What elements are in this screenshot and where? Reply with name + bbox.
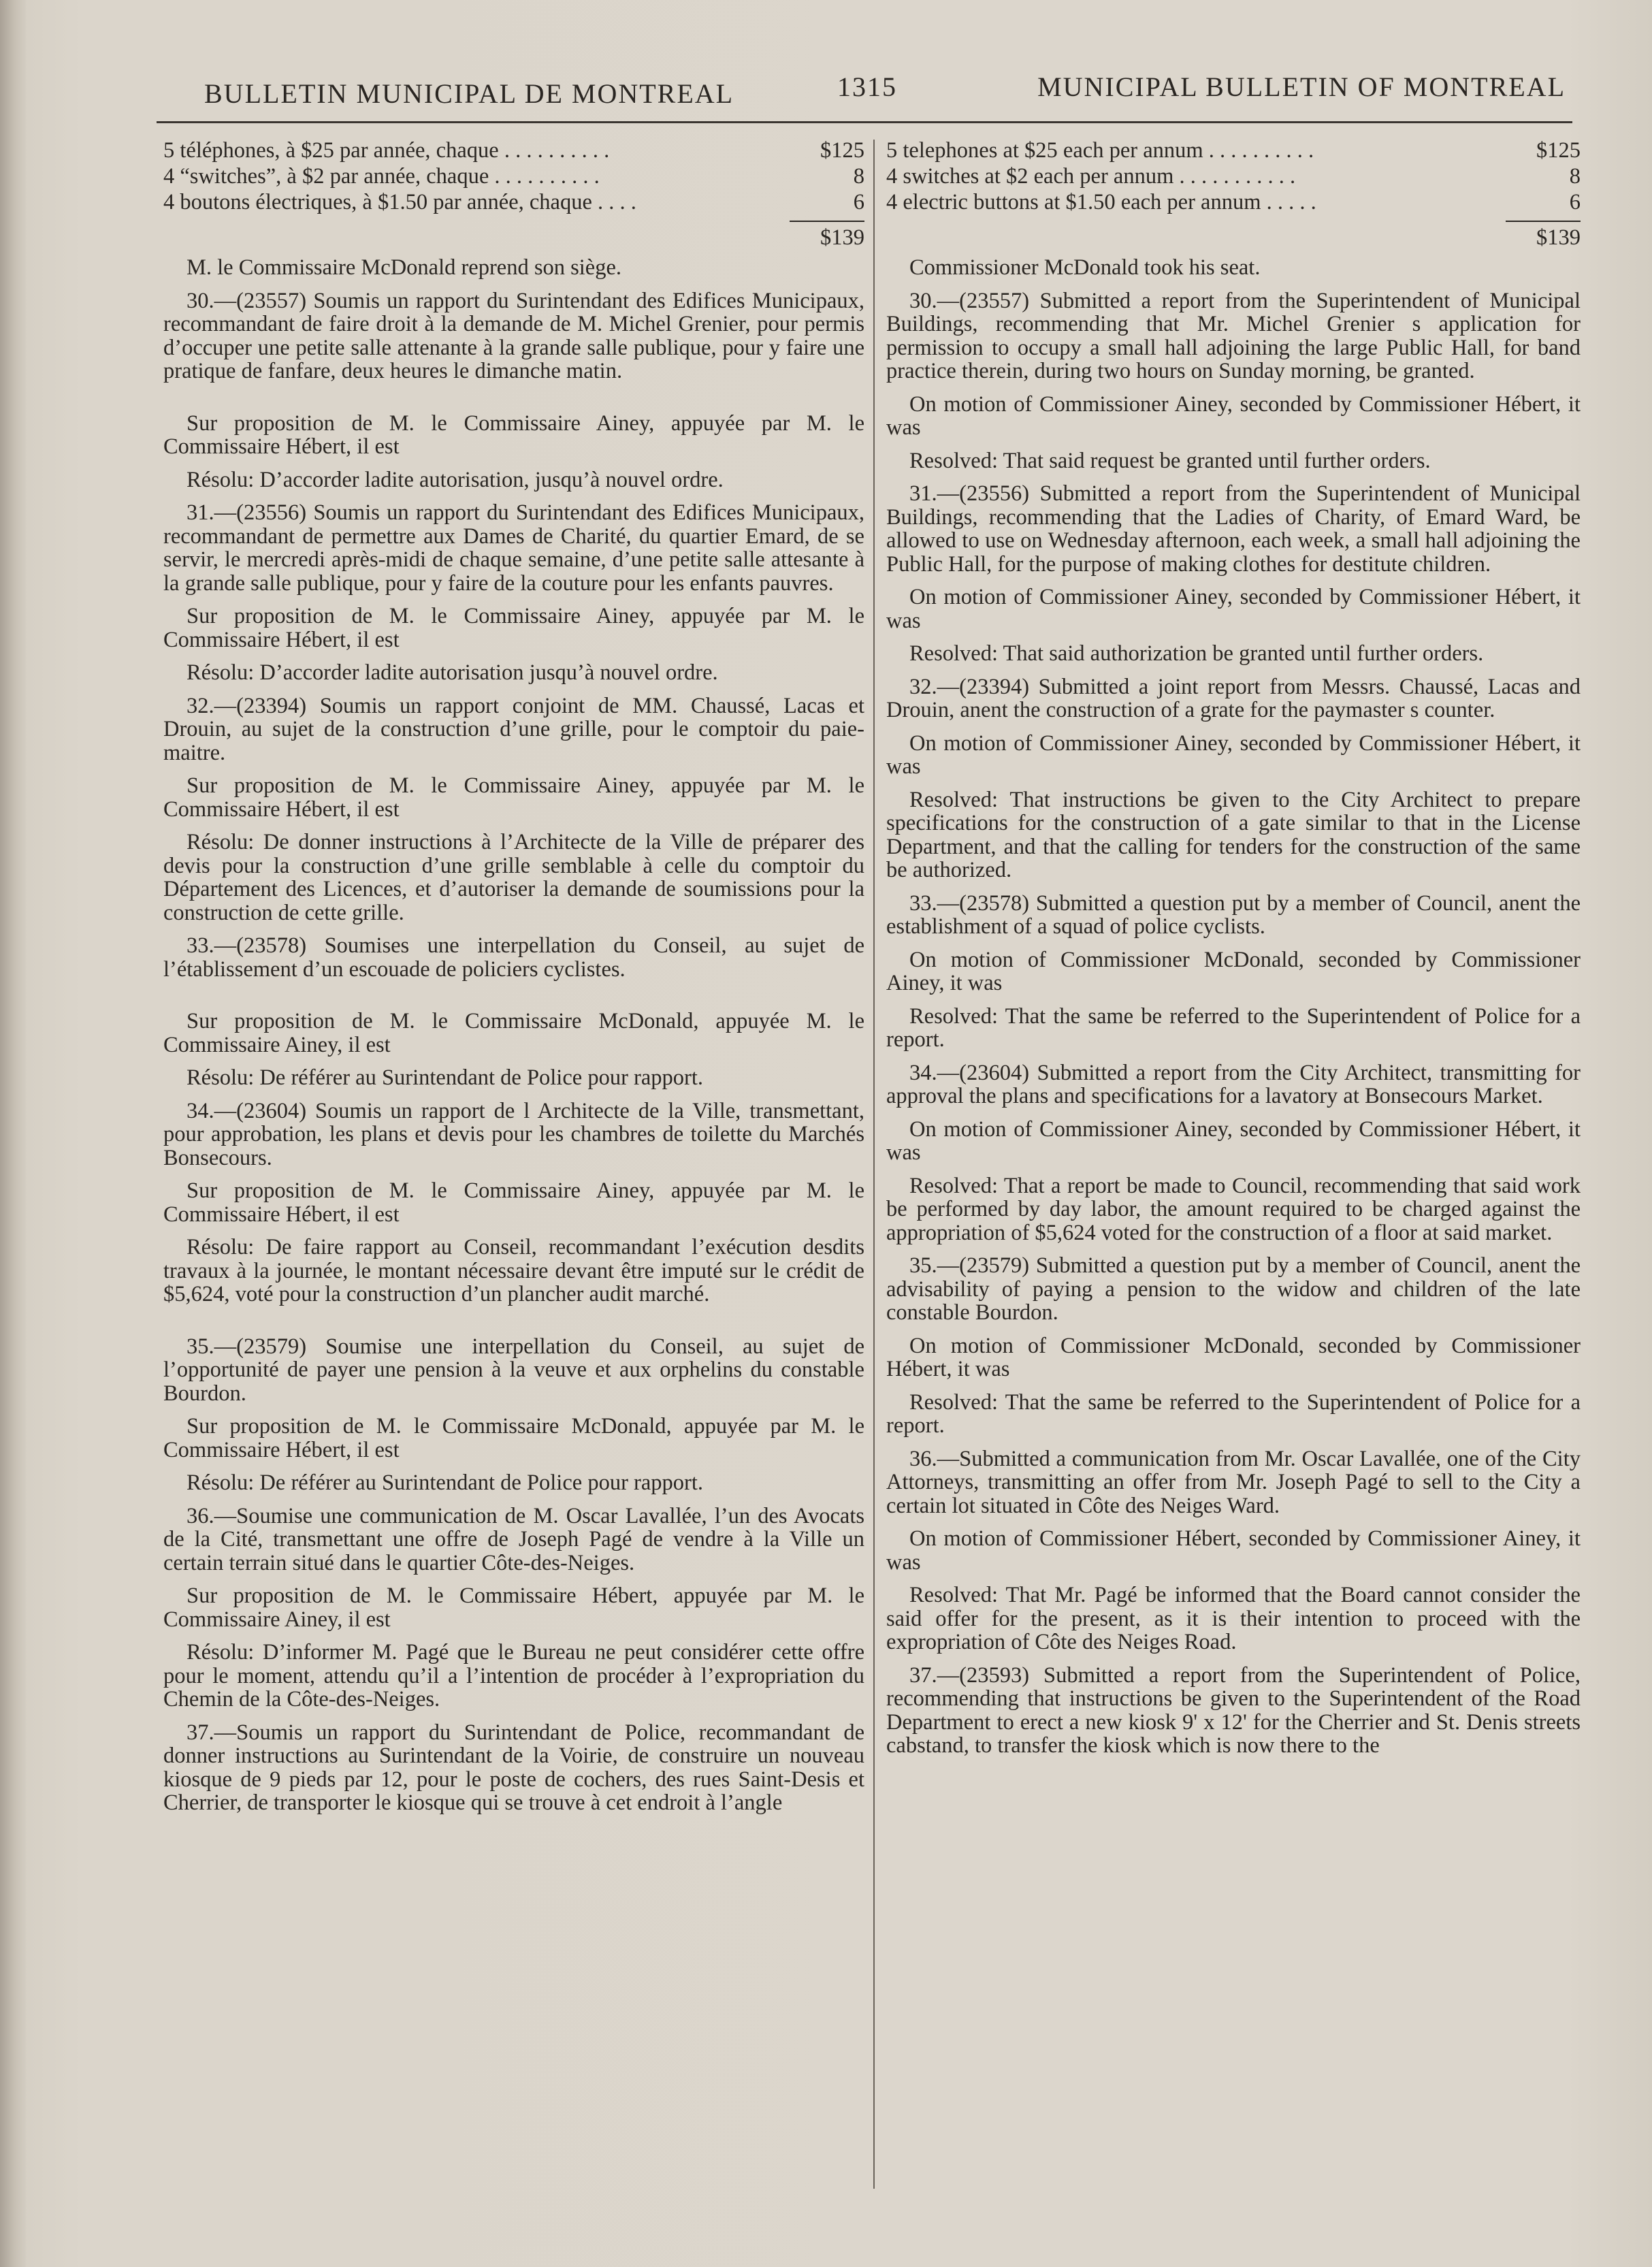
item-paragraph: 31.—(23556) Soumis un rapport du Surintendant des Edifices Municipaux, recommandant de permettre aux Dames de Charité, du quartier Emard, de se servir, le mercredi après-midi de chaque semaine, d’une petite salle attesante à la grande salle publique, pour y faire de la couture pour les enfants pauvres. [163, 500, 864, 596]
fee-row [163, 188, 864, 214]
fee-label: 5 téléphones, à $25 par année, chaque . . . . . . . . . . [163, 138, 610, 162]
motion-paragraph: Sur proposition de M. le Commissaire Ainey, appuyée par M. le Commissaire Hébert, il est [163, 773, 864, 822]
motion-paragraph: Sur proposition de M. le Commissaire Ainey, appuyée par M. le Commissaire Hébert, il est [163, 411, 864, 459]
fee-label: 4 switches at $2 each per annum . . . . . . . . . . . [886, 164, 1296, 188]
page-number: 1315 [837, 71, 897, 102]
motion-paragraph: On motion of Commissioner Ainey, seconded by Commissioner Hébert, it was [886, 391, 1581, 440]
fee-amount: $125 [820, 138, 864, 163]
resolution-paragraph: Résolu: D’informer M. Pagé que le Bureau ne peut considérer cette offre pour le moment, attendu qu’il a l’intention de procéder à l’expropriation du Chemin de la Côte-des-Neiges. [163, 1640, 864, 1711]
resolution-paragraph: Resolved: That the same be referred to the Superintendent of Police for a report. [886, 1389, 1581, 1438]
fee-label: 4 “switches”, à $2 par année, chaque . . . . . . . . . . [163, 164, 600, 188]
resolution-paragraph: Résolu: De faire rapport au Conseil, recommandant l’exécution desdits travaux à la journée, le montant nécessaire devant être imputé sur le crédit de $5,624, voté pour la construction d’un plancher audit marché. [163, 1235, 864, 1306]
item-paragraph: 35.—(23579) Submitted a question put by a member of Council, anent the advisability of paying a pension to the widow and children of the late constable Bourdon. [886, 1253, 1581, 1325]
fee-row [163, 136, 864, 162]
item-paragraph: 35.—(23579) Soumise une interpellation du Conseil, au sujet de l’opportunité de payer une pension à la veuve et aux orphelins du constable Bourdon. [163, 1334, 864, 1406]
item-paragraph: 30.—(23557) Soumis un rapport du Surintendant des Edifices Municipaux, recommandant de faire droit à la demande de M. Michel Grenier, pour permis d’occuper une petite salle attenante à la grande salle publique, pour y faire une pratique de fanfare, deux heures le dimanche matin. [163, 288, 864, 383]
resolution-paragraph: Résolu: De référer au Surintendant de Police pour rapport. [187, 1065, 703, 1090]
header-title-french: BULLETIN MUNICIPAL DE MONTREAL [204, 78, 734, 109]
motion-paragraph: Sur proposition de M. le Commissaire Hébert, appuyée par M. le Commissaire Ainey, il est [163, 1583, 864, 1632]
item-paragraph: 32.—(23394) Soumis un rapport conjoint de MM. Chaussé, Lacas et Drouin, au sujet de la construction d’une grille, pour le comptoir du paie-maitre. [163, 693, 864, 765]
fee-amount: 6 [853, 189, 864, 214]
fee-row [163, 162, 864, 188]
motion-paragraph: On motion of Commissioner Ainey, seconded by Commissioner Hébert, it was [886, 730, 1581, 779]
fee-row [886, 188, 1581, 214]
fee-amount: $125 [1536, 138, 1581, 163]
motion-paragraph: Sur proposition de M. le Commissaire McDonald, appuyée M. le Commissaire Ainey, il est [163, 1009, 864, 1057]
french-column [163, 136, 864, 1824]
motion-paragraph: On motion of Commissioner Ainey, seconded by Commissioner Hébert, it was [886, 585, 1581, 633]
book-spine [0, 0, 26, 2267]
motion-paragraph: On motion of Commissioner McDonald, seconded by Commissioner Ainey, it was [886, 947, 1581, 995]
paragraph: M. le Commissaire McDonald reprend son siège. [187, 255, 622, 280]
fee-amount: 8 [853, 163, 864, 189]
fee-label: 5 telephones at $25 each per annum . . . . . . . . . . [886, 138, 1314, 162]
motion-paragraph: Sur proposition de M. le Commissaire Ainey, appuyée par M. le Commissaire Hébert, il est [163, 1178, 864, 1227]
motion-paragraph: On motion of Commissioner Ainey, seconded by Commissioner Hébert, it was [886, 1116, 1581, 1165]
fee-amount: 8 [1569, 163, 1581, 189]
resolution-paragraph: Resolved: That said request be granted until further orders. [909, 448, 1431, 473]
item-paragraph: 36.—Soumise une communication de M. Oscar Lavallée, l’un des Avocats de la Cité, transmettant une offre de Joseph Pagé de vendre à la Ville un certain terrain situé dans le quartier Côte-des-Neiges. [163, 1503, 864, 1575]
paragraph: Commissioner McDonald took his seat. [909, 255, 1261, 280]
fee-total: $139 [1536, 225, 1581, 250]
item-paragraph: 33.—(23578) Submitted a question put by a member of Council, anent the establishment of a squad of police cyclists. [886, 890, 1581, 939]
total-rule [790, 221, 864, 222]
resolution-paragraph: Resolved: That Mr. Pagé be informed that the Board cannot consider the said offer for the present, as it is their intention to proceed with the expropriation of Côte des Neiges Road. [886, 1583, 1581, 1654]
resolution-paragraph: Résolu: De donner instructions à l’Architecte de la Ville de préparer des devis pour la construction d’une grille semblable à celle du comptoir du Département des Licences, et d’autoriser la demande de soumissions pour la construction de cette grille. [163, 830, 864, 925]
motion-paragraph: Sur proposition de M. le Commissaire Ainey, appuyée par M. le Commissaire Hébert, il est [163, 604, 864, 652]
item-paragraph: 31.—(23556) Submitted a report from the Superintendent of Municipal Buildings, recommending that the Ladies of Charity, of Emard Ward, be allowed to use on Wednesday afternoon, each week, a small hall adjoining the Public Hall, for the purpose of making clothes for destitute children. [886, 481, 1581, 577]
resolution-paragraph: Resolved: That said authorization be granted until further orders. [909, 641, 1484, 666]
fee-amount: 6 [1569, 189, 1581, 214]
column-divider [873, 140, 875, 2189]
total-rule [1506, 221, 1581, 222]
item-paragraph: 30.—(23557) Submitted a report from the Superintendent of Municipal Buildings, recommending that Mr. Michel Grenier s application for permission to occupy a small hall adjoining the large Public Hall, for band practice therein, during two hours on Sunday morning, be granted. [886, 288, 1581, 383]
motion-paragraph: On motion of Commissioner Hébert, seconded by Commissioner Ainey, it was [886, 1526, 1581, 1575]
english-column [886, 136, 1581, 1767]
fee-row [886, 162, 1581, 188]
item-paragraph: 37.—(23593) Submitted a report from the Superintendent of Police, recommending that instructions be given to the Superintendent of the Road Department to erect a new kiosk 9' x 12' for the Cherrier and St. Denis streets cabstand, to transfer the kiosk which is now there to the [886, 1662, 1581, 1758]
motion-paragraph: Sur proposition de M. le Commissaire McDonald, appuyée par M. le Commissaire Hébert, il est [163, 1414, 864, 1462]
item-paragraph: 32.—(23394) Submitted a joint report from Messrs. Chaussé, Lacas and Drouin, anent the construction of a grate for the paymaster s counter. [886, 674, 1581, 722]
item-paragraph: 34.—(23604) Soumis un rapport de l Architecte de la Ville, transmettant, pour approbation, les plans et devis pour les chambres de toilette du Marchés Bonsecours. [163, 1098, 864, 1170]
item-paragraph: 34.—(23604) Submitted a report from the City Architect, transmitting for approval the plans and specifications for a lavatory at Bonsecours Market. [886, 1060, 1581, 1108]
resolution-paragraph: Résolu: D’accorder ladite autorisation, jusqu’à nouvel ordre. [187, 467, 724, 492]
page-header [157, 65, 1579, 113]
resolution-paragraph: Résolu: De référer au Surintendant de Police pour rapport. [187, 1470, 703, 1495]
resolution-paragraph: Résolu: D’accorder ladite autorisation jusqu’à nouvel ordre. [187, 660, 718, 685]
fee-row [886, 136, 1581, 162]
resolution-paragraph: Resolved: That the same be referred to the Superintendent of Police for a report. [886, 1003, 1581, 1052]
item-paragraph: 36.—Submitted a communication from Mr. Oscar Lavallée, one of the City Attorneys, transmitting an offer from Mr. Joseph Pagé to sell to the City a certain lot situated in Côte des Neiges Ward. [886, 1446, 1581, 1518]
item-paragraph: 33.—(23578) Soumises une interpellation du Conseil, au sujet de l’établissement d’un escouade de policiers cyclistes. [163, 933, 864, 982]
header-title-english: MUNICIPAL BULLETIN OF MONTREAL [1037, 71, 1566, 102]
fee-total: $139 [820, 225, 864, 250]
header-rule [157, 121, 1572, 123]
fee-label: 4 electric buttons at $1.50 each per annum . . . . . [886, 190, 1316, 214]
fee-label: 4 boutons électriques, à $1.50 par année, chaque . . . . [163, 190, 636, 214]
resolution-paragraph: Resolved: That instructions be given to the City Architect to prepare specifications for the construction of a gate similar to that in the License Department, and that the calling for tenders for the construction of the same be authorized. [886, 787, 1581, 882]
resolution-paragraph: Resolved: That a report be made to Council, recommending that said work be performed by day labor, the amount required to be charged against the appropriation of $5,624 voted for the construction of a floor at said market. [886, 1173, 1581, 1245]
motion-paragraph: On motion of Commissioner McDonald, seconded by Commissioner Hébert, it was [886, 1333, 1581, 1381]
item-paragraph: 37.—Soumis un rapport du Surintendant de Police, recommandant de donner instructions au Surintendant de la Voirie, de construire un nouveau kiosque de 9 pieds par 12, pour le poste de cochers, des rues Saint-Desis et Cherrier, de transporter le kiosque qui se trouve à cet endroit à l’angle [163, 1720, 864, 1815]
